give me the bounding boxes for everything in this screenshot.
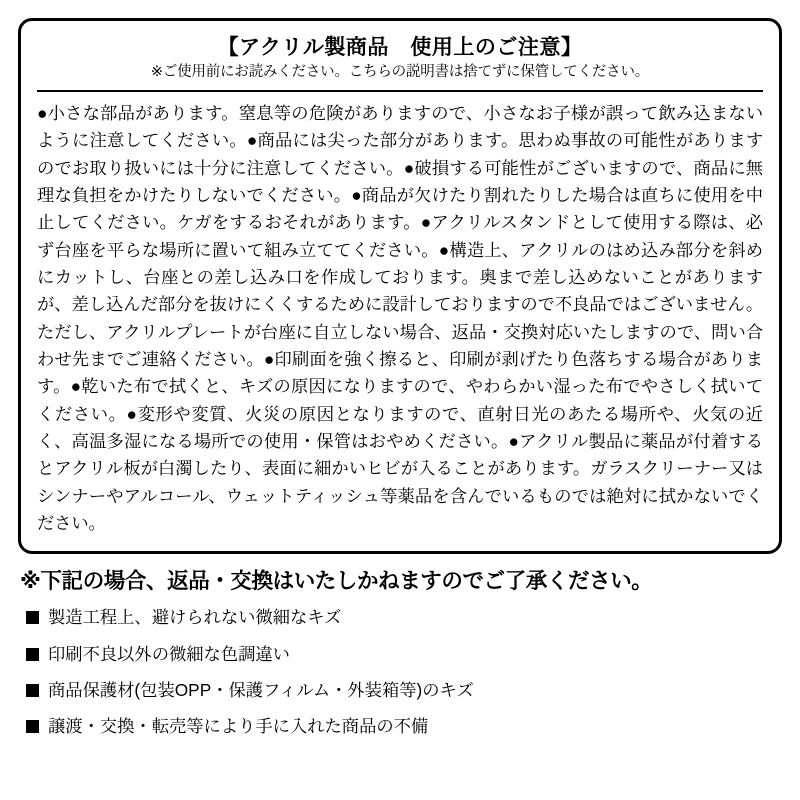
exclusions-heading: ※下記の場合、返品・交換はいたしかねますのでご了承ください。 <box>20 569 653 594</box>
list-item <box>26 715 780 738</box>
list-item-label: 印刷不良以外の微細な色調違い <box>48 643 290 664</box>
precautions-title: 【アクリル製商品 使用上のご注意】 <box>217 36 583 59</box>
square-bullet-icon <box>26 684 39 697</box>
list-item <box>26 606 780 629</box>
square-bullet-icon <box>26 611 39 624</box>
list-item-label: 譲渡・交換・転売等により手に入れた商品の不備 <box>48 716 429 737</box>
precautions-subtitle: ※ご使用前にお読みください。こちらの説明書は捨てずに保管してください。 <box>150 64 650 81</box>
exclusions-list <box>20 606 780 738</box>
list-item-label: 商品保護材(包装OPP・保護フィルム・外装箱等)のキズ <box>48 679 474 700</box>
square-bullet-icon <box>26 720 39 733</box>
title-divider <box>37 90 763 92</box>
precautions-box <box>18 18 782 554</box>
list-item <box>26 643 780 666</box>
exclusions-section <box>20 568 780 738</box>
square-bullet-icon <box>26 648 39 661</box>
list-item <box>26 679 780 702</box>
list-item-label: 製造工程上、避けられない微細なキズ <box>48 607 342 628</box>
precautions-body-text: ●小さな部品があります。窒息等の危険がありますので、小さなお子様が誤って飲み込まないように注意してください。●商品には尖った部分があります。思わぬ事故の可能性がありますのでお取り扱いには十分に注意してください。●破損する可能性がございますので、商品に無理な負担をかけたりしないでください。●商品が欠けたり割れたりした場合は直ちに使用を中止してください。ケガをするおそれがあります。●アクリルスタンドとして使用する際は、必ず台座を平らな場所に置いて組み立ててください。●構造上、アクリルのはめ込み部分を斜めにカットし、台座との差し込み口を作成しております。奥まで差し込めないことがありますが、差し込んだ部分を抜けにくくするために設計しておりますので不良品ではございません。ただし、アクリルプレートが台座に自立しない場合、返品・交換対応いたしますので、問い合わせ先までご連絡ください。●印刷面を強く擦ると、印刷が剥げたり色落ちする場合があります。●乾いた布で拭くと、キズの原因になりますので、やわらかい湿った布でやさしく拭いてください。●変形や変質、火災の原因となりますので、直射日光のあたる場所や、火気の近く、高温多湿になる場所での使用・保管はおやめください。●アクリル製品に薬品が付着するとアクリル板が白濁したり、表面に細かいヒビが入ることがあります。ガラスクリーナー又はシンナーやアルコール、ウェットティッシュ等薬品を含んでいるものでは絶対に拭かないでください。 <box>37 103 763 534</box>
